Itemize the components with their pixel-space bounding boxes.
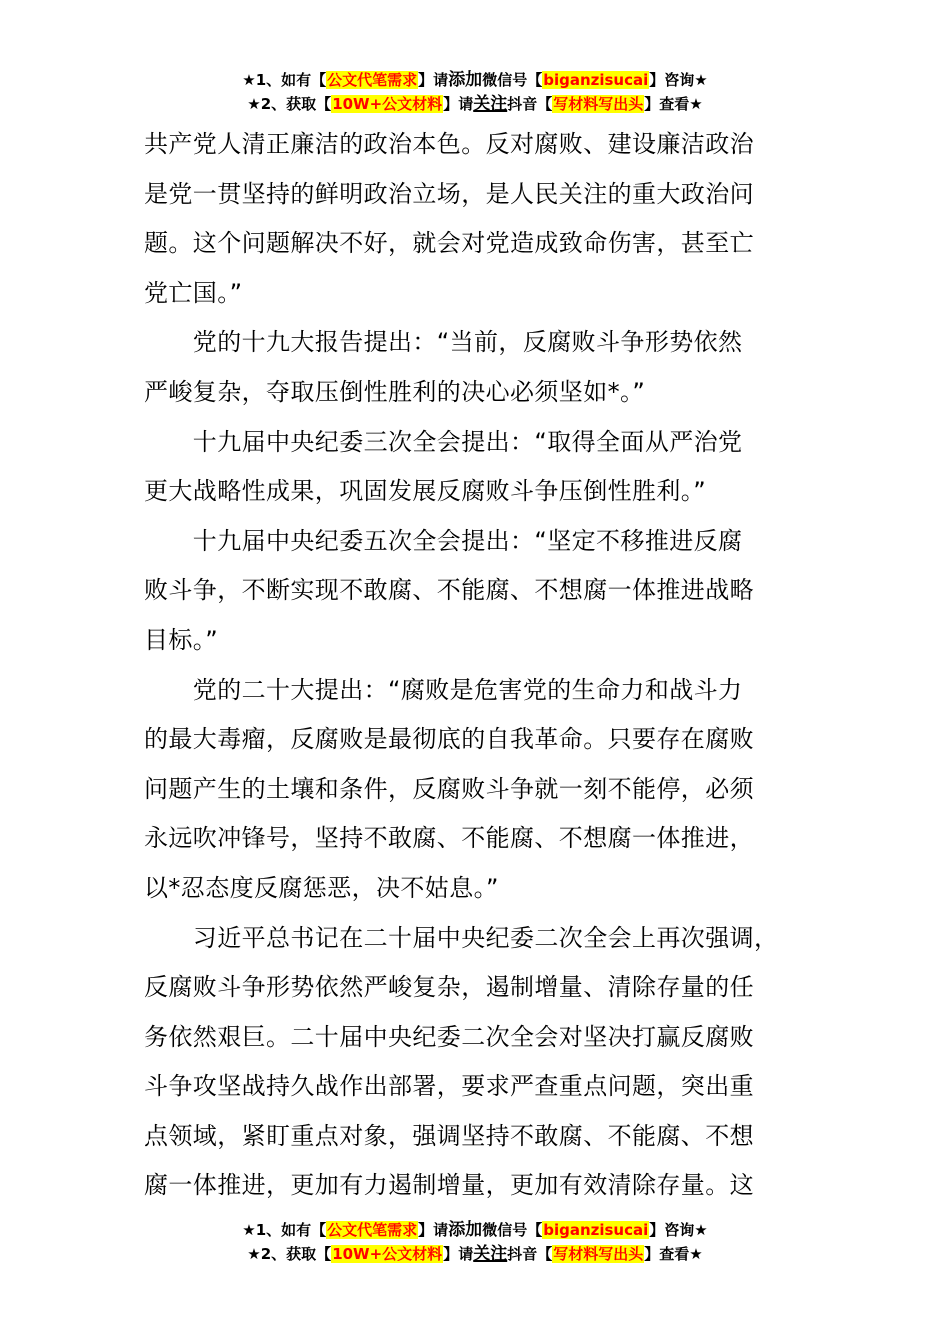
body-line: 党的二十大提出：“腐败是危害党的生命力和战斗力 <box>144 675 743 704</box>
promo-text: ★1、如有【 <box>242 1221 327 1239</box>
body-line: 党亡国。” <box>144 278 243 307</box>
footer-promo-banner <box>0 1218 950 1266</box>
promo-text: 】咨询★ <box>649 71 708 89</box>
promo-wechat-id: biganzisucai <box>543 1221 649 1239</box>
promo-text: 微信号【 <box>482 71 543 89</box>
body-line: 的最大毒瘤，反腐败是最彻底的自我革命。只要存在腐败 <box>144 725 754 754</box>
body-line: 题。这个问题解决不好，就会对党造成致命伤害，甚至亡 <box>144 229 754 258</box>
promo-text: ★2、获取【 <box>247 1245 332 1263</box>
promo-line-2 <box>0 92 950 116</box>
body-line: 败斗争，不断实现不敢腐、不能腐、不想腐一体推进战略 <box>144 576 754 605</box>
promo-emphasis: 添加 <box>448 70 483 90</box>
promo-text: 】查看★ <box>644 1245 703 1263</box>
promo-text: 抖音【 <box>507 95 553 113</box>
body-line: 是党一贯坚持的鲜明政治立场，是人民关注的重大政治问 <box>144 179 754 208</box>
body-line: 问题产生的土壤和条件，反腐败斗争就一刻不能停，必须 <box>144 774 754 803</box>
promo-text: 】请 <box>418 1221 449 1239</box>
promo-text: 抖音【 <box>507 1245 553 1263</box>
promo-text: 微信号【 <box>482 1221 543 1239</box>
body-line: 十九届中央纪委三次全会提出：“取得全面从严治党 <box>144 427 743 456</box>
body-line: 腐一体推进，更加有力遏制增量，更加有效清除存量。这 <box>144 1171 754 1200</box>
promo-text: 】请 <box>443 1245 474 1263</box>
body-line: 反腐败斗争形势依然严峻复杂，遏制增量、清除存量的任 <box>144 973 754 1002</box>
body-line: 共产党人清正廉洁的政治本色。反对腐败、建设廉洁政治 <box>144 130 754 158</box>
promo-text: 】请 <box>443 95 474 113</box>
promo-highlight: 10W+公文材料 <box>332 1245 443 1263</box>
promo-wechat-id: biganzisucai <box>543 71 649 89</box>
body-line: 更大战略性成果，巩固发展反腐败斗争压倒性胜利。” <box>144 477 707 506</box>
document-body <box>144 120 810 1211</box>
promo-douyin-account: 写材料写出头 <box>553 95 644 113</box>
body-line: 永远吹冲锋号，坚持不敢腐、不能腐、不想腐一体推进， <box>144 824 754 853</box>
promo-line-1 <box>0 1218 950 1242</box>
promo-highlight: 公文代笔需求 <box>327 1221 418 1239</box>
promo-douyin-account: 写材料写出头 <box>553 1245 644 1263</box>
promo-highlight: 10W+公文材料 <box>332 95 443 113</box>
body-line: 严峻复杂，夺取压倒性胜利的决心必须坚如*。” <box>144 377 646 406</box>
body-line: 点领域，紧盯重点对象，强调坚持不敢腐、不能腐、不想 <box>144 1121 754 1150</box>
promo-emphasis: 关注 <box>473 1244 508 1264</box>
body-line: 十九届中央纪委五次全会提出：“坚定不移推进反腐 <box>144 526 743 555</box>
promo-line-2 <box>0 1242 950 1266</box>
body-line: 斗争攻坚战持久战作出部署，要求严查重点问题，突出重 <box>144 1072 754 1101</box>
promo-emphasis: 添加 <box>448 1220 483 1240</box>
header-promo-banner <box>0 68 950 116</box>
promo-text: 】查看★ <box>644 95 703 113</box>
promo-emphasis: 关注 <box>473 94 508 114</box>
promo-text: ★1、如有【 <box>242 71 327 89</box>
body-line: 以*忍态度反腐惩恶，决不姑息。” <box>144 873 499 902</box>
promo-text: ★2、获取【 <box>247 95 332 113</box>
promo-text: 】咨询★ <box>649 1221 708 1239</box>
promo-highlight: 公文代笔需求 <box>327 71 418 89</box>
body-line: 习近平总书记在二十届中央纪委二次全会上再次强调， <box>144 923 779 952</box>
body-line: 党的十九大报告提出：“当前，反腐败斗争形势依然 <box>144 328 743 357</box>
body-line: 务依然艰巨。二十届中央纪委二次全会对坚决打赢反腐败 <box>144 1022 754 1051</box>
promo-line-1 <box>0 68 950 92</box>
promo-text: 】请 <box>418 71 449 89</box>
body-line: 目标。” <box>144 625 219 654</box>
